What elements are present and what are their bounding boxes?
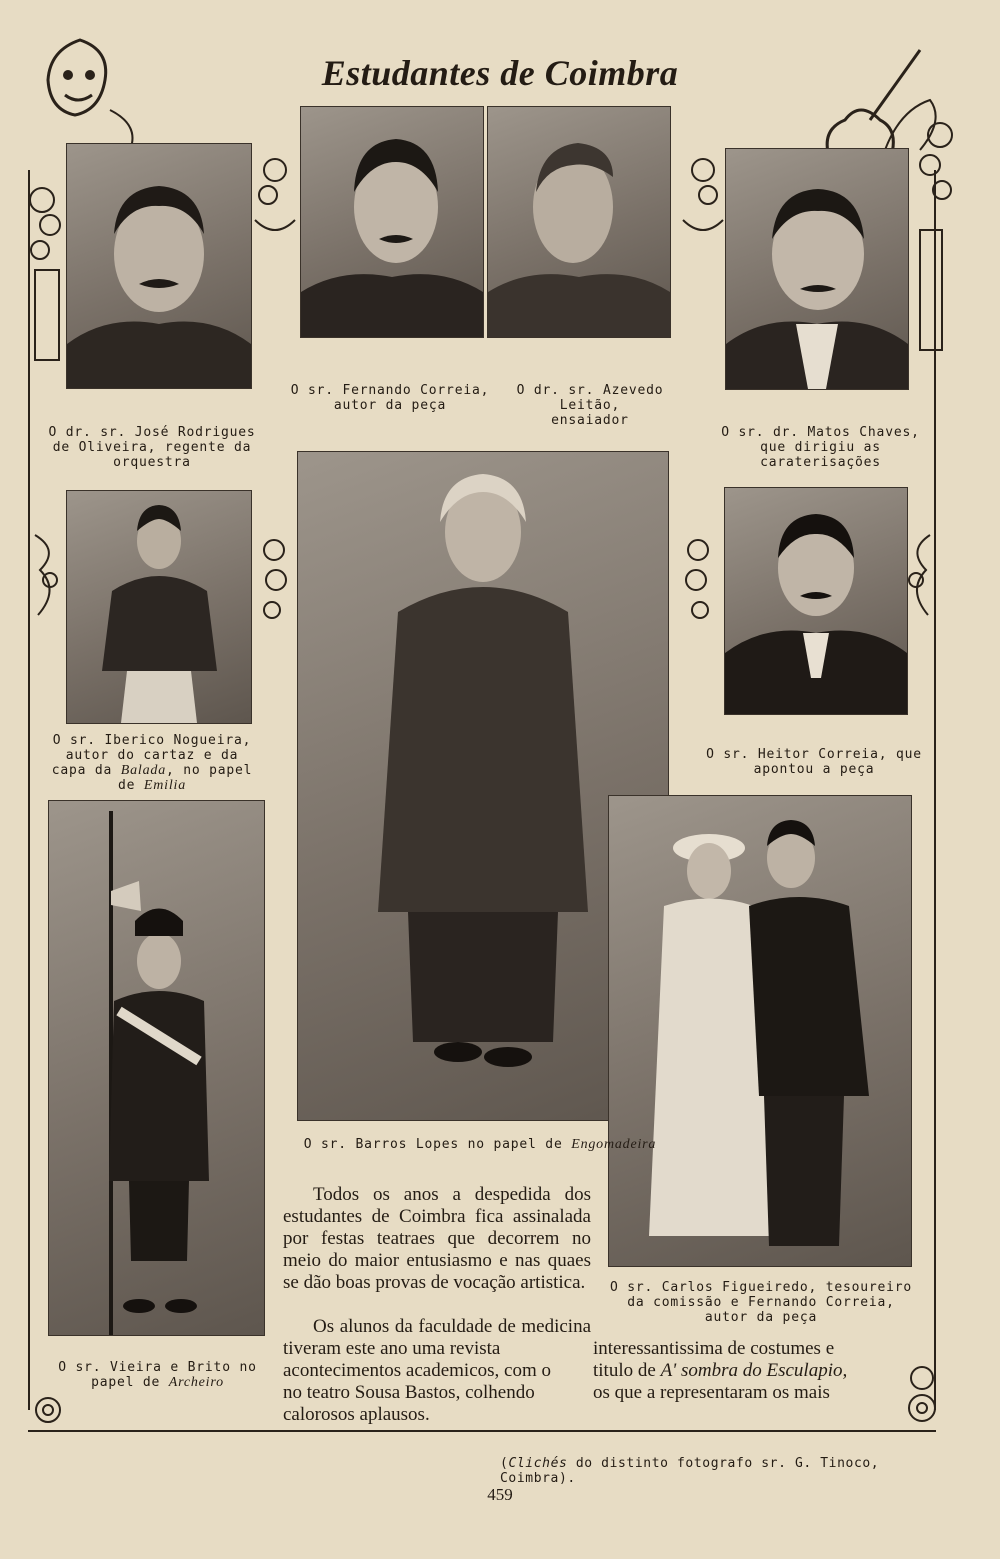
caption-matos-chaves: O sr. dr. Matos Chaves, que dirigiu as caraterisações xyxy=(721,425,920,470)
caption-fernando-line2: autor da peça xyxy=(333,398,447,413)
article-line-c: acontecimentos academicos, com o xyxy=(283,1360,552,1381)
portrait-iberico-nogueira xyxy=(66,490,252,724)
rose-ornament xyxy=(28,1390,68,1430)
portrait-heitor-correia xyxy=(724,487,908,715)
article-paragraph-2-text: Os alunos da faculdade de medicina tiveram este ano uma revista xyxy=(283,1316,591,1359)
caption-carlos-figueiredo: O sr. Carlos Figueiredo, tesoureiro da comissão e Fernando Correia, autor da peça xyxy=(610,1280,912,1325)
caption-iberico-nogueira xyxy=(48,733,256,793)
photo-credit-text: do distinto fotografo sr. G. Tinoco, Coimbra). xyxy=(500,1456,880,1486)
caption-azevedo-line1: O dr. sr. Azevedo Leitão, xyxy=(516,383,664,413)
rose-ornament xyxy=(250,150,300,250)
rose-ornament xyxy=(254,530,294,630)
caption-iberico-mid: , no papel de xyxy=(117,763,253,793)
article-line-d-text: titulo de xyxy=(593,1360,656,1381)
article-paragraph-2-continued xyxy=(283,1338,893,1426)
caption-vieira-italic: Archeiro xyxy=(168,1375,224,1390)
page-title: Estudantes de Coimbra xyxy=(321,53,679,93)
rose-ornament xyxy=(900,1360,944,1430)
photo-credit xyxy=(500,1456,900,1486)
portrait-fernando-correia xyxy=(300,106,484,338)
article-line-g: os que a representaram os mais xyxy=(593,1382,830,1403)
portrait-vieira-brito xyxy=(48,800,265,1336)
caption-barros-text: O sr. Barros Lopes no papel de xyxy=(303,1137,563,1152)
caption-fernando-line1: O sr. Fernando Correia, xyxy=(290,383,490,398)
article-paragraph-1-text: Todos os anos a despedida dos estudantes de Coimbra fica assinalada por festas teatraes que decorrem no meio do maior entusiasmo e nas quaes se dão boas provas de vocação artistica. xyxy=(283,1184,591,1293)
portrait-azevedo-leitao xyxy=(487,106,671,338)
photo-credit-prefix: ( xyxy=(500,1456,509,1471)
caption-vieira-brito xyxy=(55,1360,260,1390)
caption-heitor-correia: O sr. Heitor Correia, que apontou a peça xyxy=(706,747,922,777)
article-line-d xyxy=(593,1360,893,1382)
article-line-a xyxy=(283,1338,583,1360)
article-paragraph-1 xyxy=(283,1184,591,1294)
portrait-rodrigues xyxy=(66,143,252,389)
caption-fernando-correia xyxy=(290,383,490,413)
caption-iberico-text: O sr. Iberico Nogueira, autor do cartaz e da capa da xyxy=(51,733,252,778)
article-revue-title: A' sombra do Esculapio, xyxy=(660,1360,848,1381)
article-line-b: interessantissima de costumes e xyxy=(593,1338,835,1359)
page-number: 459 xyxy=(487,1485,513,1504)
article-line-h: calorosos aplausos. xyxy=(283,1404,430,1425)
portrait-matos-chaves xyxy=(725,148,909,390)
caption-rodrigues: O dr. sr. José Rodrigues de Oliveira, regente da orquestra xyxy=(48,425,256,470)
caption-azevedo-leitao xyxy=(490,383,690,428)
caption-azevedo-line2: ensaiador xyxy=(551,413,629,428)
frame-bottom xyxy=(28,1430,936,1432)
portrait-carlos-figueiredo xyxy=(608,795,912,1267)
photo-credit-italic: Clichés xyxy=(508,1456,568,1471)
caption-iberico-italic-2: Emilia xyxy=(143,778,187,793)
rose-ornament xyxy=(676,530,720,630)
caption-iberico-italic-1: Balada xyxy=(120,763,166,778)
article-line-f: no teatro Sousa Bastos, colhendo xyxy=(283,1382,535,1403)
rose-ornament xyxy=(678,150,728,250)
caption-barros-lopes xyxy=(280,1137,680,1152)
rose-ornament xyxy=(30,530,64,620)
caption-vieira-text: O sr. Vieira e Brito no papel de xyxy=(58,1360,257,1390)
caption-barros-italic: Engomadeira xyxy=(571,1137,657,1152)
